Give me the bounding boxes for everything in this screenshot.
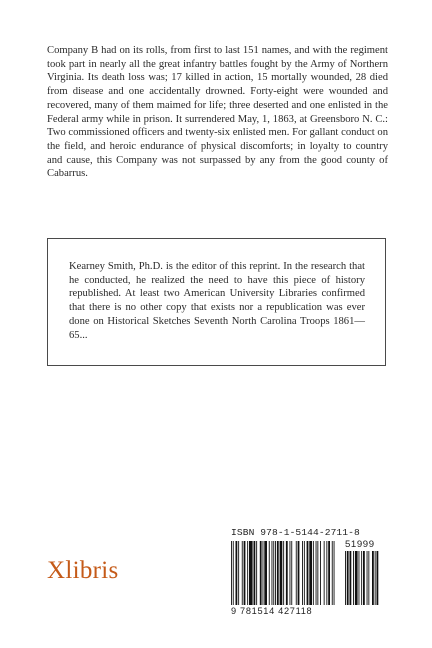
editor-bio-text: Kearney Smith, Ph.D. is the editor of this reprint. In the research that he conducted, he realized the need to have this piece of history republished. At least two American University Libraries confirmed that there is no other copy that exists nor a republication was ever done on Historical Sketches Seventh North Carolina Troops 1861—65... xyxy=(69,261,365,341)
isbn-label: ISBN 978-1-5144-2711-8 xyxy=(231,527,360,538)
xlibris-logo: Xlibris xyxy=(47,557,119,584)
price-addon-number: 51999 xyxy=(345,539,375,550)
company-history-paragraph: Company B had on its rolls, from first to last 151 names, and with the regiment took part in nearly all the great infantry battles fought by the Army of Northern Virginia. Its death loss was; 17 killed in action, 15 mortally wounded, 28 died from disease and one accidentally drowned. Forty-eight were wounded and recovered, many of them maimed for life; three deserted and one enlisted in the Federal army while in prison. It surrendered May, 1, 1863, at Greensboro N. C.: Two commissioned officers and twenty-six enlisted men. For gallant conduct on the field, and heroic endurance of physical discomforts; in loyalty to country and cause, this Company was not surpassed by any from the good county of Cabarrus. xyxy=(47,45,388,180)
editor-bio-box xyxy=(47,238,386,366)
addon-barcode-bars xyxy=(345,551,383,605)
ean-barcode-bars xyxy=(231,541,343,605)
ean-number: 9 781514 427118 xyxy=(231,606,313,616)
isbn-barcode xyxy=(231,527,383,620)
